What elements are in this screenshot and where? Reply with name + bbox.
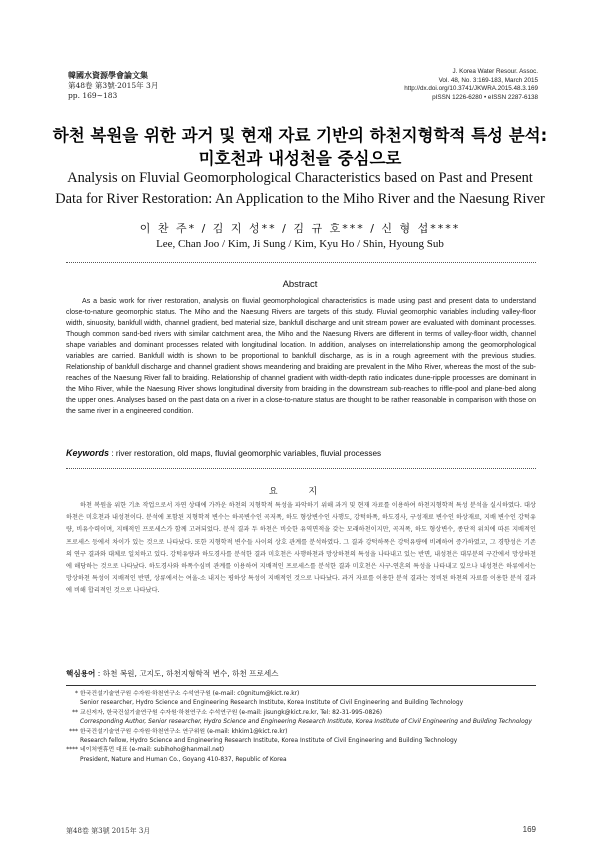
footnote: Research fellow, Hydro Science and Engineering Research Institute, Korea Institute of Civil Engineering and Building Technology [80,738,458,745]
title-ko-line2: 미호천과 내성천을 중심으로 [198,149,402,168]
keywords-text: : river restoration, old maps, fluvial geomorphic variables, fluvial processes [111,449,382,458]
keywords-korean [66,668,536,679]
keywords-ko-label: 핵심용어 [66,669,96,678]
authors-english: Lee, Chan Joo / Kim, Ji Sung / Kim, Kyu Ho / Shin, Hyoung Sub [156,238,444,250]
doi-link[interactable]: http://dx.doi.org/10.3741/JKWRA.2015.48.3.169 [404,85,538,93]
journal-volume-en: Vol. 48, No. 3:169-183, March 2015 [438,76,538,84]
title-en-line1: Analysis on Fluvial Geomorphological Characteristics based on Past and Present [67,170,533,186]
divider [66,468,536,469]
journal-name-en: J. Korea Water Resour. Assoc. [452,68,538,75]
journal-header-korean [68,70,158,102]
footnote: Senior researcher, Hydro Science and Engineering Research Institute, Korea Institute of Civil Engineering and Building Technology [80,700,464,707]
title-en-line2: Data for River Restoration: An Application to the Miho River and the Naesung River [55,191,545,207]
footnote: *** 한국건설기술연구원 수자원·하천연구소 연구위원 (e-mail: khkim1@kict.re.kr) [69,728,288,735]
yoji-heading: 요 지 [268,487,332,497]
page-number: 169 [522,825,536,834]
journal-pages: pp. 169~183 [68,91,118,100]
keywords [66,448,536,458]
journal-name-ko: 韓國水資源學會論文集 [68,70,148,80]
divider [66,262,536,263]
title-english [40,168,560,210]
title-korean [40,124,560,170]
footnotes [66,690,546,765]
footnote: President, Nature and Human Co., Goyang 410-837, Republic of Korea [80,756,287,763]
footnote: ** 교신저자, 한국건설기술연구원 수자원·하천연구소 수석연구원 (e-mail: jisungk@kict.re.kr, Tel: 82-31-995-0826) [72,709,383,716]
keywords-ko-text: : 하천 복원, 고지도, 하천지형학적 변수, 하천 프로세스 [97,669,279,678]
yoji-body [66,500,536,598]
authors-korean: 이 찬 주* / 김 지 성** / 김 규 호*** / 신 형 섭**** [139,222,461,235]
footnote: Corresponding Author, Senior researcher, Hydro Science and Engineering Research Institute, Korea Institute of Civil Engineering and Building Technology [80,719,532,726]
journal-volume-ko: 第48卷 第3號·2015年 3月 [68,80,159,90]
title-ko-line1: 하천 복원을 위한 과거 및 현재 자료 기반의 하천지형학적 특성 분석: [52,126,548,145]
footnote: **** 네이처앤휴먼 대표 (e-mail: subihoho@hanmail.net) [66,747,225,754]
yoji-text: 하천 복원을 위한 기초 작업으로서 자연 상태에 가까운 하천의 지형학적 특성을 파악하기 위해 과거 및 현재 자료를 이용하여 하천지형학적 특성 분석을 실시하였다. 대상 하천은 미호천과 내성천이다. 분석에 포함된 지형학적 변수는 하곡변수인 곡저폭, 하도 형상변수인 사행도, 강턱하폭, 하도경사, 구성재료 변수인 하상재료, 지배 변수인 강턱유량, 비유수력이며, 지배적인 프로세스가 함께 고려되었다. 분석 결과 두 하천은 비슷한 유역면적을 갖는 모래하천이지만, 곡저폭, 하도 형상변수, 종단적 위치에 따른 지배적인 프로세스 등에서 차이가 있는 것으로 나타났다. 또한 지형학적 변수들 사이의 상호 관계를 분석하였다. 그 결과 강턱하폭은 강턱유량에 비례하여 증가하였고, 그 경향성은 기존의 연구 결과와 대체로 일치하고 있다. 강턱유량과 하도경사를 분석한 결과 미호천은 사행하천과 망상하천의 특성을 나타내고 있는 반면, 내성천은 대부분의 구간에서 망상하천에 해당하는 것으로 나타났다. 하도경사와 하폭수심비 관계를 이용하여 지배적인 프로세스를 분석한 결과 미호천은 사구-연흔의 특성을 나타내고 있으나 내성천은 하류에서는 망상하천 특성이 지배적인 반면, 상류에서는 여울-소 내지는 평하상 특성이 지배적인 것으로 나타났다. 과거 자료를 이용한 분석 결과는 정비된 하천의 자료를 이용한 분석 결과에 비해 합리적인 것으로 나타났다. [66,502,536,595]
abstract-heading: Abstract [282,279,318,290]
journal-header-english [404,68,538,102]
abstract-text: As a basic work for river restoration, analysis on fluvial geomorphological characteristics is made using past and present data to understand close-to-nature geomorphic status. The Miho and the Naesung Rivers are targets of this study. Fluvial geomorphic variables including valley-floor width, sinuosity, bankfull width, channel gradient, bed material size, bankfull discharge and unit stream power are evaluated with dominant processes. Though common sand-bed rivers with similar catchment area, the Miho and the Naesung Rivers are different in terms of valley-floor width, channel shape variables and dominant processes related with longitudinal location. In addition, analyses on interrelationship among the geomorphological variables are carried. Bankfull width is shown to be proportional to bankfull discharge, as is in a rough agreement with the previous studies. Relationship of bankfull discharge and channel gradient shows meandering and braiding are prevalent in the Miho River, whereas the most of the sub-reaches of the Naesung River fall to braiding. Relationship of channel gradient with width-depth ratio indicates dune-ripple processes are dominant in the Miho River, while the Naesung River shows longitudinal diversity from braiding in the downstream sub-reaches to riffle-pool and plane-bed along the upper ones. Analyses based on the past data on a river in a close-to-nature status are thought to be rather reasonable in comparison with those on the same river in a engineered condition. [66,298,536,416]
footnote: * 한국건설기술연구원 수자원·하천연구소 수석연구원 (e-mail: c0gnitum@kict.re.kr) [75,691,300,697]
keywords-label: Keywords [66,448,110,458]
issn: pISSN 1226-6280 • eISSN 2287-6138 [432,93,538,101]
abstract-body [66,296,536,418]
footer-volume: 第48卷 第3號 2015年 3月 [66,827,151,835]
footnote-rule [66,685,536,686]
